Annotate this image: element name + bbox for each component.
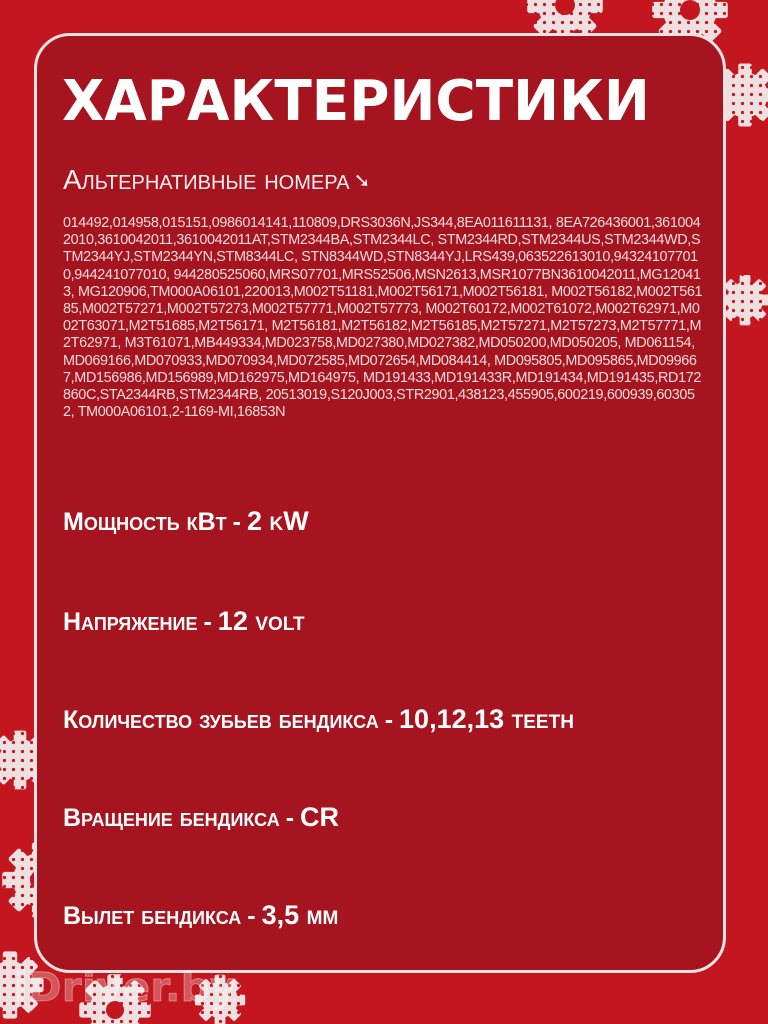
alternative-numbers-heading — [63, 164, 370, 196]
page-title: ХАРАКТЕРИСТИКИ — [62, 69, 650, 134]
spec-teeth-label: Количество зубьев бендикса — [63, 706, 379, 734]
spec-offset-value: 3,5 мм — [261, 900, 339, 930]
alternative-numbers-label: Альтернативные номера — [63, 164, 350, 195]
specs-card — [34, 33, 726, 973]
spec-power-separator: - — [232, 508, 241, 536]
site-watermark: iDriver.by — [14, 965, 237, 1011]
spec-offset-label: Вылет бендикса — [63, 902, 242, 930]
spec-voltage-label: Напряжение — [63, 608, 198, 636]
spec-rotation — [63, 802, 339, 833]
spec-teeth — [63, 704, 574, 735]
spec-power-label: Мощность кВт — [63, 508, 227, 536]
spec-teeth-separator: - — [384, 706, 394, 734]
spec-offset — [63, 900, 338, 931]
spec-voltage — [63, 606, 305, 637]
spec-rotation-separator: - — [285, 804, 295, 832]
spec-rotation-label: Вращение бендикса — [63, 804, 280, 832]
alternative-numbers-list: 014492,014958,015151,0986014141,110809,DRS3036N,JS344,8EA011611131, 8EA726436001,3610042010,3610042011,3610042011AT,STM2344BA,STM2344LC, STM2344RD,STM2344US,STM2344WD,STM2344YJ,STM2344YN,STM8344LC, STN8344WD,STN8344YJ,LRS439,063522613010,943241077010,944241077010, 944280525060,MRS07701,MRS52506,MSN2613,MSR1077BN3610042011,MG120413, MG120906,TM000A06101,220013,M002T51181,M002T56171,M002T56181, M002T56182,M002T56185,M002T57271,M002T57273,M002T57771,M002T57773, M002T60172,M002T61072,M002T62971,M002T63071,M2T51685,M2T56171, M2T56181,M2T56182,M2T56185,M2T57271,M2T57273,M2T57771,M2T62971, M3T61071,MB449334,MD023758,MD027380,MD027382,MD050200,MD050205, MD061154,MD069166,MD070933,MD070934,MD072585,MD072654,MD084414, MD095805,MD095865,MD099667,MD156986,MD156989,MD162975,MD164975, MD191433,MD191433R,MD191434,MD191435,RD172860C,STA2344RB,STM2344RB, 20513019,S120J003,STR2901,438123,455905,600219,600939,603052, TM000A06101,2-1169-MI,16853N — [63, 215, 703, 421]
spec-rotation-value: CR — [300, 802, 340, 832]
spec-teeth-value: 10,12,13 teeth — [399, 704, 574, 734]
spec-voltage-value: 12 volt — [217, 606, 305, 636]
spec-offset-separator: - — [247, 902, 256, 930]
spec-power — [63, 506, 309, 537]
spec-power-value: 2 kW — [246, 506, 309, 536]
arrow-down-right-icon: ➘ — [353, 170, 371, 192]
spec-voltage-separator: - — [203, 608, 212, 636]
